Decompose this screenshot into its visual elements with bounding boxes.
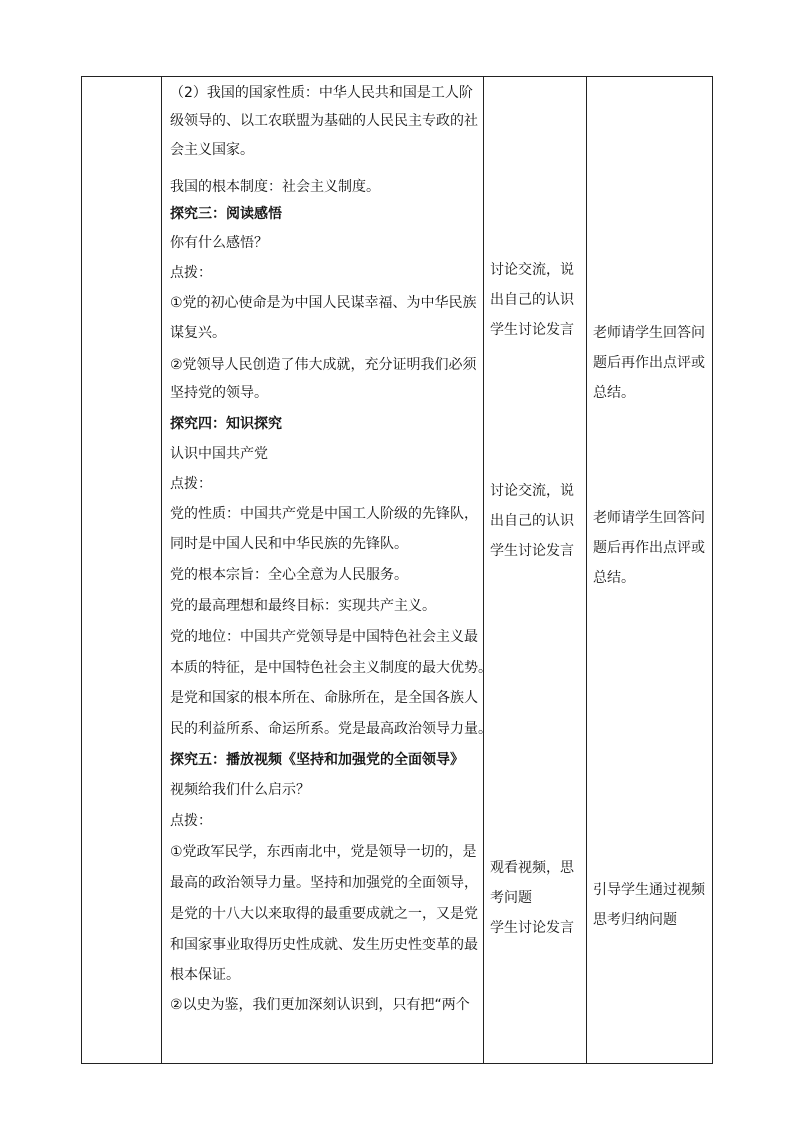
content-line: 党的根本宗旨：全心全意为人民服务。 bbox=[170, 567, 408, 583]
design-intent-line: 题后再作出点评或 bbox=[593, 540, 705, 556]
student-activity-line: 讨论交流，说 bbox=[490, 483, 574, 499]
section-heading: 探究三：阅读感悟 bbox=[170, 206, 282, 222]
content-line: 最高的政治领导力量。坚持和加强党的全面领导， bbox=[170, 875, 478, 891]
content-line: 谋复兴。 bbox=[170, 325, 226, 341]
section-heading: 探究四：知识探究 bbox=[170, 416, 282, 432]
design-intent-line: 题后再作出点评或 bbox=[593, 355, 705, 371]
content-line: 认识中国共产党 bbox=[170, 446, 268, 462]
design-intent-line: 引导学生通过视频 bbox=[593, 882, 705, 898]
student-activity-line: 观看视频，思 bbox=[490, 860, 574, 876]
content-line: ②以史为鉴，我们更加深刻认识到，只有把“两个 bbox=[170, 997, 470, 1013]
column-divider bbox=[483, 77, 484, 1063]
column-divider bbox=[161, 77, 162, 1063]
column-divider bbox=[586, 77, 587, 1063]
content-line: 你有什么感悟？ bbox=[170, 235, 268, 251]
student-activity-line: 讨论交流，说 bbox=[490, 262, 574, 278]
content-line: 同时是中国人民和中华民族的先锋队。 bbox=[170, 536, 408, 552]
section-heading: 探究五：播放视频《坚持和加强党的全面领导》 bbox=[170, 752, 464, 768]
content-line: 点拨： bbox=[170, 476, 212, 492]
content-line: ②党领导人民创造了伟大成就，充分证明我们必须 bbox=[170, 357, 477, 373]
content-line: 本质的特征，是中国特色社会主义制度的最大优势。 bbox=[170, 660, 492, 676]
student-activity-line: 学生讨论发言 bbox=[490, 322, 574, 338]
content-line: 民的利益所系、命运所系。党是最高政治领导力量。 bbox=[170, 721, 492, 737]
content-line: 党的最高理想和最终目标：实现共产主义。 bbox=[170, 598, 436, 614]
content-line: （2）我国的国家性质：中华人民共和国是工人阶 bbox=[170, 85, 473, 101]
content-line: 我国的根本制度：社会主义制度。 bbox=[170, 179, 380, 195]
design-intent-line: 总结。 bbox=[593, 570, 635, 586]
student-activity-line: 学生讨论发言 bbox=[490, 543, 574, 559]
student-activity-line: 学生讨论发言 bbox=[490, 920, 574, 936]
content-line: ①党的初心使命是为中国人民谋幸福、为中华民族 bbox=[170, 295, 477, 311]
content-line: 级领导的、以工农联盟为基础的人民民主专政的社 bbox=[170, 113, 478, 129]
content-line: 会主义国家。 bbox=[170, 142, 254, 158]
student-activity-line: 出自己的认识 bbox=[490, 292, 574, 308]
content-line: 根本保证。 bbox=[170, 967, 240, 983]
content-line: 视频给我们什么启示？ bbox=[170, 782, 310, 798]
content-line: 党的性质：中国共产党是中国工人阶级的先锋队， bbox=[170, 506, 478, 522]
content-line: 点拨： bbox=[170, 813, 212, 829]
lesson-table bbox=[81, 76, 713, 1064]
content-line: 是党的十八大以来取得的最重要成就之一，又是党 bbox=[170, 906, 478, 922]
design-intent-line: 思考归纳问题 bbox=[593, 912, 677, 928]
content-line: 点拨： bbox=[170, 265, 212, 281]
student-activity-line: 出自己的认识 bbox=[490, 513, 574, 529]
student-activity-line: 考问题 bbox=[490, 890, 532, 906]
content-line: 坚持党的领导。 bbox=[170, 385, 268, 401]
content-line: 和国家事业取得历史性成就、发生历史性变革的最 bbox=[170, 937, 478, 953]
design-intent-line: 老师请学生回答问 bbox=[593, 325, 705, 341]
content-line: 是党和国家的根本所在、命脉所在，是全国各族人 bbox=[170, 690, 478, 706]
content-line: ①党政军民学，东西南北中，党是领导一切的，是 bbox=[170, 844, 477, 860]
design-intent-line: 总结。 bbox=[593, 385, 635, 401]
design-intent-line: 老师请学生回答问 bbox=[593, 510, 705, 526]
content-line: 党的地位：中国共产党领导是中国特色社会主义最 bbox=[170, 629, 478, 645]
